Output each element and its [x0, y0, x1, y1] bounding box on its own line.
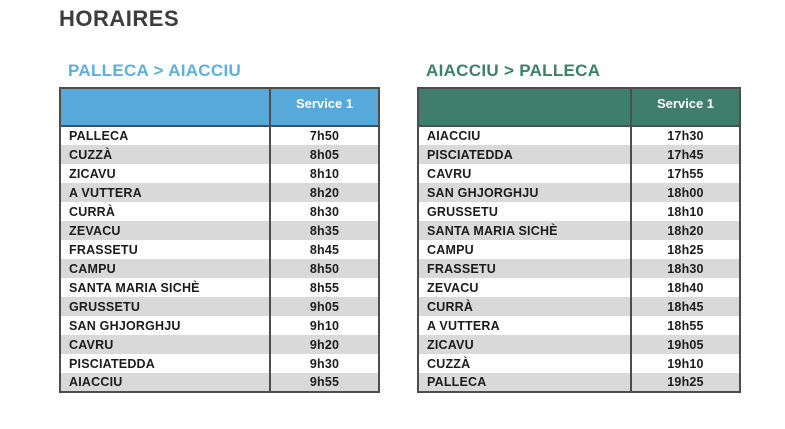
table-row — [60, 354, 379, 373]
departure-time-cell: 8h05 — [270, 145, 379, 164]
stop-name-cell: PALLECA — [69, 129, 129, 143]
departure-time-cell: 9h55 — [270, 373, 379, 392]
departure-time-cell: 18h10 — [631, 202, 740, 221]
departure-time-cell: 18h25 — [631, 240, 740, 259]
stop-name-cell: GRUSSETU — [69, 299, 141, 314]
table-row — [418, 335, 740, 354]
departure-time-cell: 19h10 — [631, 354, 740, 373]
stop-name-cell: SANTA MARIA SICHÈ — [69, 280, 200, 295]
table-row — [418, 373, 740, 392]
stop-name-cell: FRASSETU — [427, 261, 496, 276]
stop-name-cell: ZICAVU — [69, 166, 116, 181]
stop-name-cell: ZICAVU — [427, 337, 474, 352]
departure-time-cell: 18h20 — [631, 221, 740, 240]
departure-time-cell: 18h40 — [631, 278, 740, 297]
table-row — [60, 259, 379, 278]
outbound-route-title: PALLECA > AIACCIU — [68, 61, 242, 80]
table-row — [60, 164, 379, 183]
table-row — [418, 316, 740, 335]
stop-name-cell: SAN GHJORGHJU — [69, 318, 181, 333]
table-row — [418, 259, 740, 278]
stop-name-cell: AIACCIU — [427, 129, 481, 143]
departure-time-cell: 9h20 — [270, 335, 379, 354]
stop-name-cell: GRUSSETU — [427, 204, 499, 219]
departure-time-cell: 18h30 — [631, 259, 740, 278]
timetable-outbound-section — [59, 61, 378, 393]
stop-name-cell: PALLECA — [427, 375, 487, 389]
outbound-header-row — [60, 88, 379, 126]
table-row — [60, 183, 379, 202]
stop-name-cell: AIACCIU — [69, 375, 123, 389]
departure-time-cell: 8h20 — [270, 183, 379, 202]
table-row — [60, 221, 379, 240]
table-row — [418, 354, 740, 373]
stop-name-cell: CUZZÀ — [427, 356, 471, 371]
return-header-row — [418, 88, 740, 126]
departure-time-cell: 18h55 — [631, 316, 740, 335]
stop-name-cell: CAVRU — [69, 337, 114, 352]
table-row — [60, 373, 379, 392]
stop-name-cell: CURRÀ — [69, 204, 116, 219]
table-row — [418, 278, 740, 297]
outbound-timetable — [59, 87, 380, 393]
stop-name-cell: ZEVACU — [427, 280, 479, 295]
stop-name-cell: SAN GHJORGHJU — [427, 185, 539, 200]
table-row — [60, 126, 379, 145]
table-row — [418, 145, 740, 164]
table-row — [60, 202, 379, 221]
service-column-header: Service 1 — [631, 88, 740, 126]
table-row — [418, 297, 740, 316]
stop-name-cell: CAMPU — [69, 261, 116, 276]
departure-time-cell: 18h00 — [631, 183, 740, 202]
return-route-title: AIACCIU > PALLECA — [426, 61, 601, 80]
timetable-return-section — [417, 61, 739, 393]
stop-name-cell: PISCIATEDDA — [69, 356, 156, 371]
departure-time-cell: 17h30 — [631, 126, 740, 145]
stop-name-cell: PISCIATEDDA — [427, 147, 514, 162]
table-row — [418, 183, 740, 202]
stop-name-cell: CUZZÀ — [69, 147, 113, 162]
departure-time-cell: 19h05 — [631, 335, 740, 354]
stop-name-cell: CAVRU — [427, 166, 472, 181]
departure-time-cell: 8h55 — [270, 278, 379, 297]
service-column-header: Service 1 — [270, 88, 379, 126]
departure-time-cell: 8h30 — [270, 202, 379, 221]
departure-time-cell: 9h30 — [270, 354, 379, 373]
stop-name-cell: A VUTTERA — [69, 185, 142, 200]
table-row — [418, 221, 740, 240]
departure-time-cell: 7h50 — [270, 126, 379, 145]
table-row — [60, 145, 379, 164]
departure-time-cell: 8h50 — [270, 259, 379, 278]
departure-time-cell: 8h35 — [270, 221, 379, 240]
stop-column-header — [60, 88, 270, 126]
departure-time-cell: 19h25 — [631, 373, 740, 392]
departure-time-cell: 17h55 — [631, 164, 740, 183]
departure-time-cell: 8h10 — [270, 164, 379, 183]
table-row — [60, 335, 379, 354]
table-row — [60, 278, 379, 297]
stop-name-cell: SANTA MARIA SICHÈ — [427, 223, 558, 238]
departure-time-cell: 8h45 — [270, 240, 379, 259]
stop-name-cell: A VUTTERA — [427, 318, 500, 333]
stop-name-cell: ZEVACU — [69, 223, 121, 238]
page-title: HORAIRES — [59, 6, 180, 31]
table-row — [60, 240, 379, 259]
departure-time-cell: 18h45 — [631, 297, 740, 316]
return-timetable — [417, 87, 741, 393]
stop-name-cell: CURRÀ — [427, 299, 474, 314]
stop-name-cell: CAMPU — [427, 242, 474, 257]
departure-time-cell: 9h10 — [270, 316, 379, 335]
departure-time-cell: 17h45 — [631, 145, 740, 164]
table-row — [60, 297, 379, 316]
table-row — [418, 240, 740, 259]
departure-time-cell: 9h05 — [270, 297, 379, 316]
table-row — [418, 164, 740, 183]
table-row — [418, 202, 740, 221]
table-row — [418, 126, 740, 145]
table-row — [60, 316, 379, 335]
stop-column-header — [418, 88, 631, 126]
stop-name-cell: FRASSETU — [69, 242, 138, 257]
